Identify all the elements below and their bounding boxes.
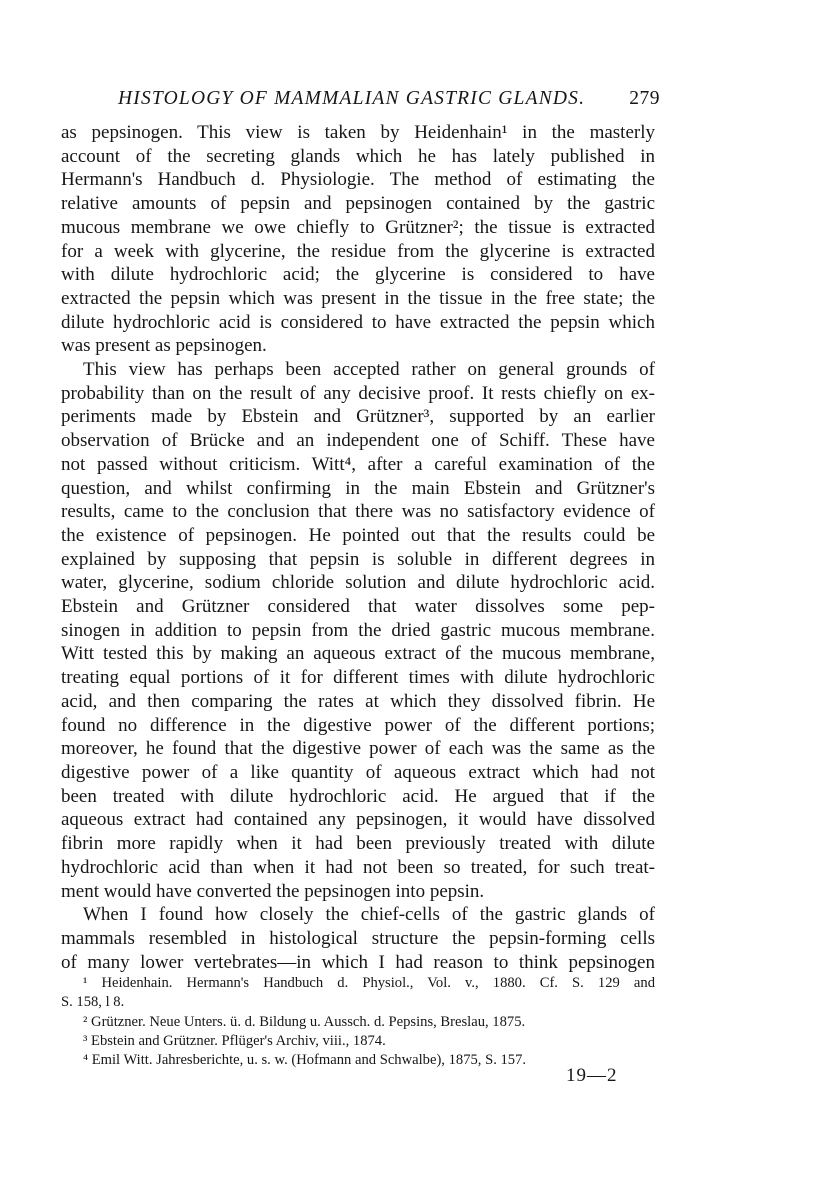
text-line: mucous membrane we owe chiefly to Grützner²; the tissue is extracted xyxy=(61,216,655,238)
text-line: for a week with glycerine, the residue from the glycerine is extracted xyxy=(61,240,655,262)
text-line: This view has perhaps been accepted rather on general grounds of xyxy=(83,359,655,381)
text-line: been treated with dilute hydrochloric acid. He argued that if the xyxy=(61,785,655,807)
text-line: of many lower vertebrates—in which I had reason to think pepsinogen xyxy=(61,951,655,973)
signature-mark: 19—2 xyxy=(566,1065,618,1086)
running-header xyxy=(118,88,660,116)
text-line: hydrochloric acid than when it had not been so treated, for such treat- xyxy=(61,856,655,878)
paragraph-2 xyxy=(61,358,655,903)
text-line: aqueous extract had contained any pepsinogen, it would have dissolved xyxy=(61,809,655,831)
footnote-4: ⁴ Emil Witt. Jahresberichte, u. s. w. (Hofmann and Schwalbe), 1875, S. 157. xyxy=(83,1052,527,1069)
footnote-3: ³ Ebstein and Grützner. Pflüger's Archiv, viii., 1874. xyxy=(83,1032,386,1049)
text-line: digestive power of a like quantity of aqueous extract which had not xyxy=(61,761,655,783)
text-line: extracted the pepsin which was present in the tissue in the free state; the xyxy=(61,287,655,309)
text-line: results, came to the conclusion that there was no satisfactory evidence of xyxy=(61,501,655,523)
text-line: probability than on the result of any decisive proof. It rests chiefly on ex- xyxy=(61,382,655,404)
text-line: Hermann's Handbuch d. Physiologie. The method of estimating the xyxy=(61,169,655,191)
text-line: explained by supposing that pepsin is soluble in different degrees in xyxy=(61,548,655,570)
text-line: with dilute hydrochloric acid; the glycerine is considered to have xyxy=(61,264,655,286)
text-line: dilute hydrochloric acid is considered to have extracted the pepsin which xyxy=(61,311,655,333)
paragraph-3 xyxy=(61,903,655,974)
text-line: mammals resembled in histological structure the pepsin-forming cells xyxy=(61,927,655,949)
text-line: was present as pepsinogen. xyxy=(61,335,267,357)
page-number: 279 xyxy=(629,88,660,109)
text-line: ment would have converted the pepsinogen into pepsin. xyxy=(61,880,485,902)
text-line: periments made by Ebstein and Grützner³, supported by an earlier xyxy=(61,406,655,428)
text-line: relative amounts of pepsin and pepsinogen contained by the gastric xyxy=(61,193,655,215)
text-line: When I found how closely the chief-cells of the gastric glands of xyxy=(83,904,655,926)
running-title: HISTOLOGY OF MAMMALIAN GASTRIC GLANDS. xyxy=(118,88,586,109)
text-line: fibrin more rapidly when it had been previously treated with dilute xyxy=(61,833,655,855)
footnote-2: ² Grützner. Neue Unters. ü. d. Bildung u. Aussch. d. Pepsins, Breslau, 1875. xyxy=(83,1013,526,1030)
paragraph-1 xyxy=(61,121,655,358)
text-line: sinogen in addition to pepsin from the dried gastric mucous membrane. xyxy=(61,619,655,641)
text-line: account of the secreting glands which he has lately published in xyxy=(61,145,655,167)
text-line: acid, and then comparing the rates at which they dissolved fibrin. He xyxy=(61,690,655,712)
text-line: Ebstein and Grützner considered that water dissolves some pep- xyxy=(61,596,655,618)
text-line: found no difference in the digestive power of the different portions; xyxy=(61,714,655,736)
text-line: the existence of pepsinogen. He pointed out that the results could be xyxy=(61,524,655,546)
text-line: as pepsinogen. This view is taken by Heidenhain¹ in the masterly xyxy=(61,122,655,143)
footnotes xyxy=(61,974,655,1070)
main-text xyxy=(61,121,655,974)
footnote-1: ¹ Heidenhain. Hermann's Handbuch d. Physiol., Vol. v., 1880. Cf. S. 129 and xyxy=(83,975,655,991)
text-line: question, and whilst confirming in the main Ebstein and Grützner's xyxy=(61,477,655,499)
text-line: Witt tested this by making an aqueous extract of the mucous membrane, xyxy=(61,643,655,665)
text-line: treating equal portions of it for different times with dilute hydrochloric xyxy=(61,667,655,689)
footnote-1-continued: S. 158, l 8. xyxy=(61,994,125,1011)
text-line: water, glycerine, sodium chloride solution and dilute hydrochloric acid. xyxy=(61,572,655,594)
text-line: observation of Brücke and an independent one of Schiff. These have xyxy=(61,430,655,452)
text-line: not passed without criticism. Witt⁴, after a careful examination of the xyxy=(61,453,655,475)
text-line: moreover, he found that the digestive power of each was the same as the xyxy=(61,738,655,760)
